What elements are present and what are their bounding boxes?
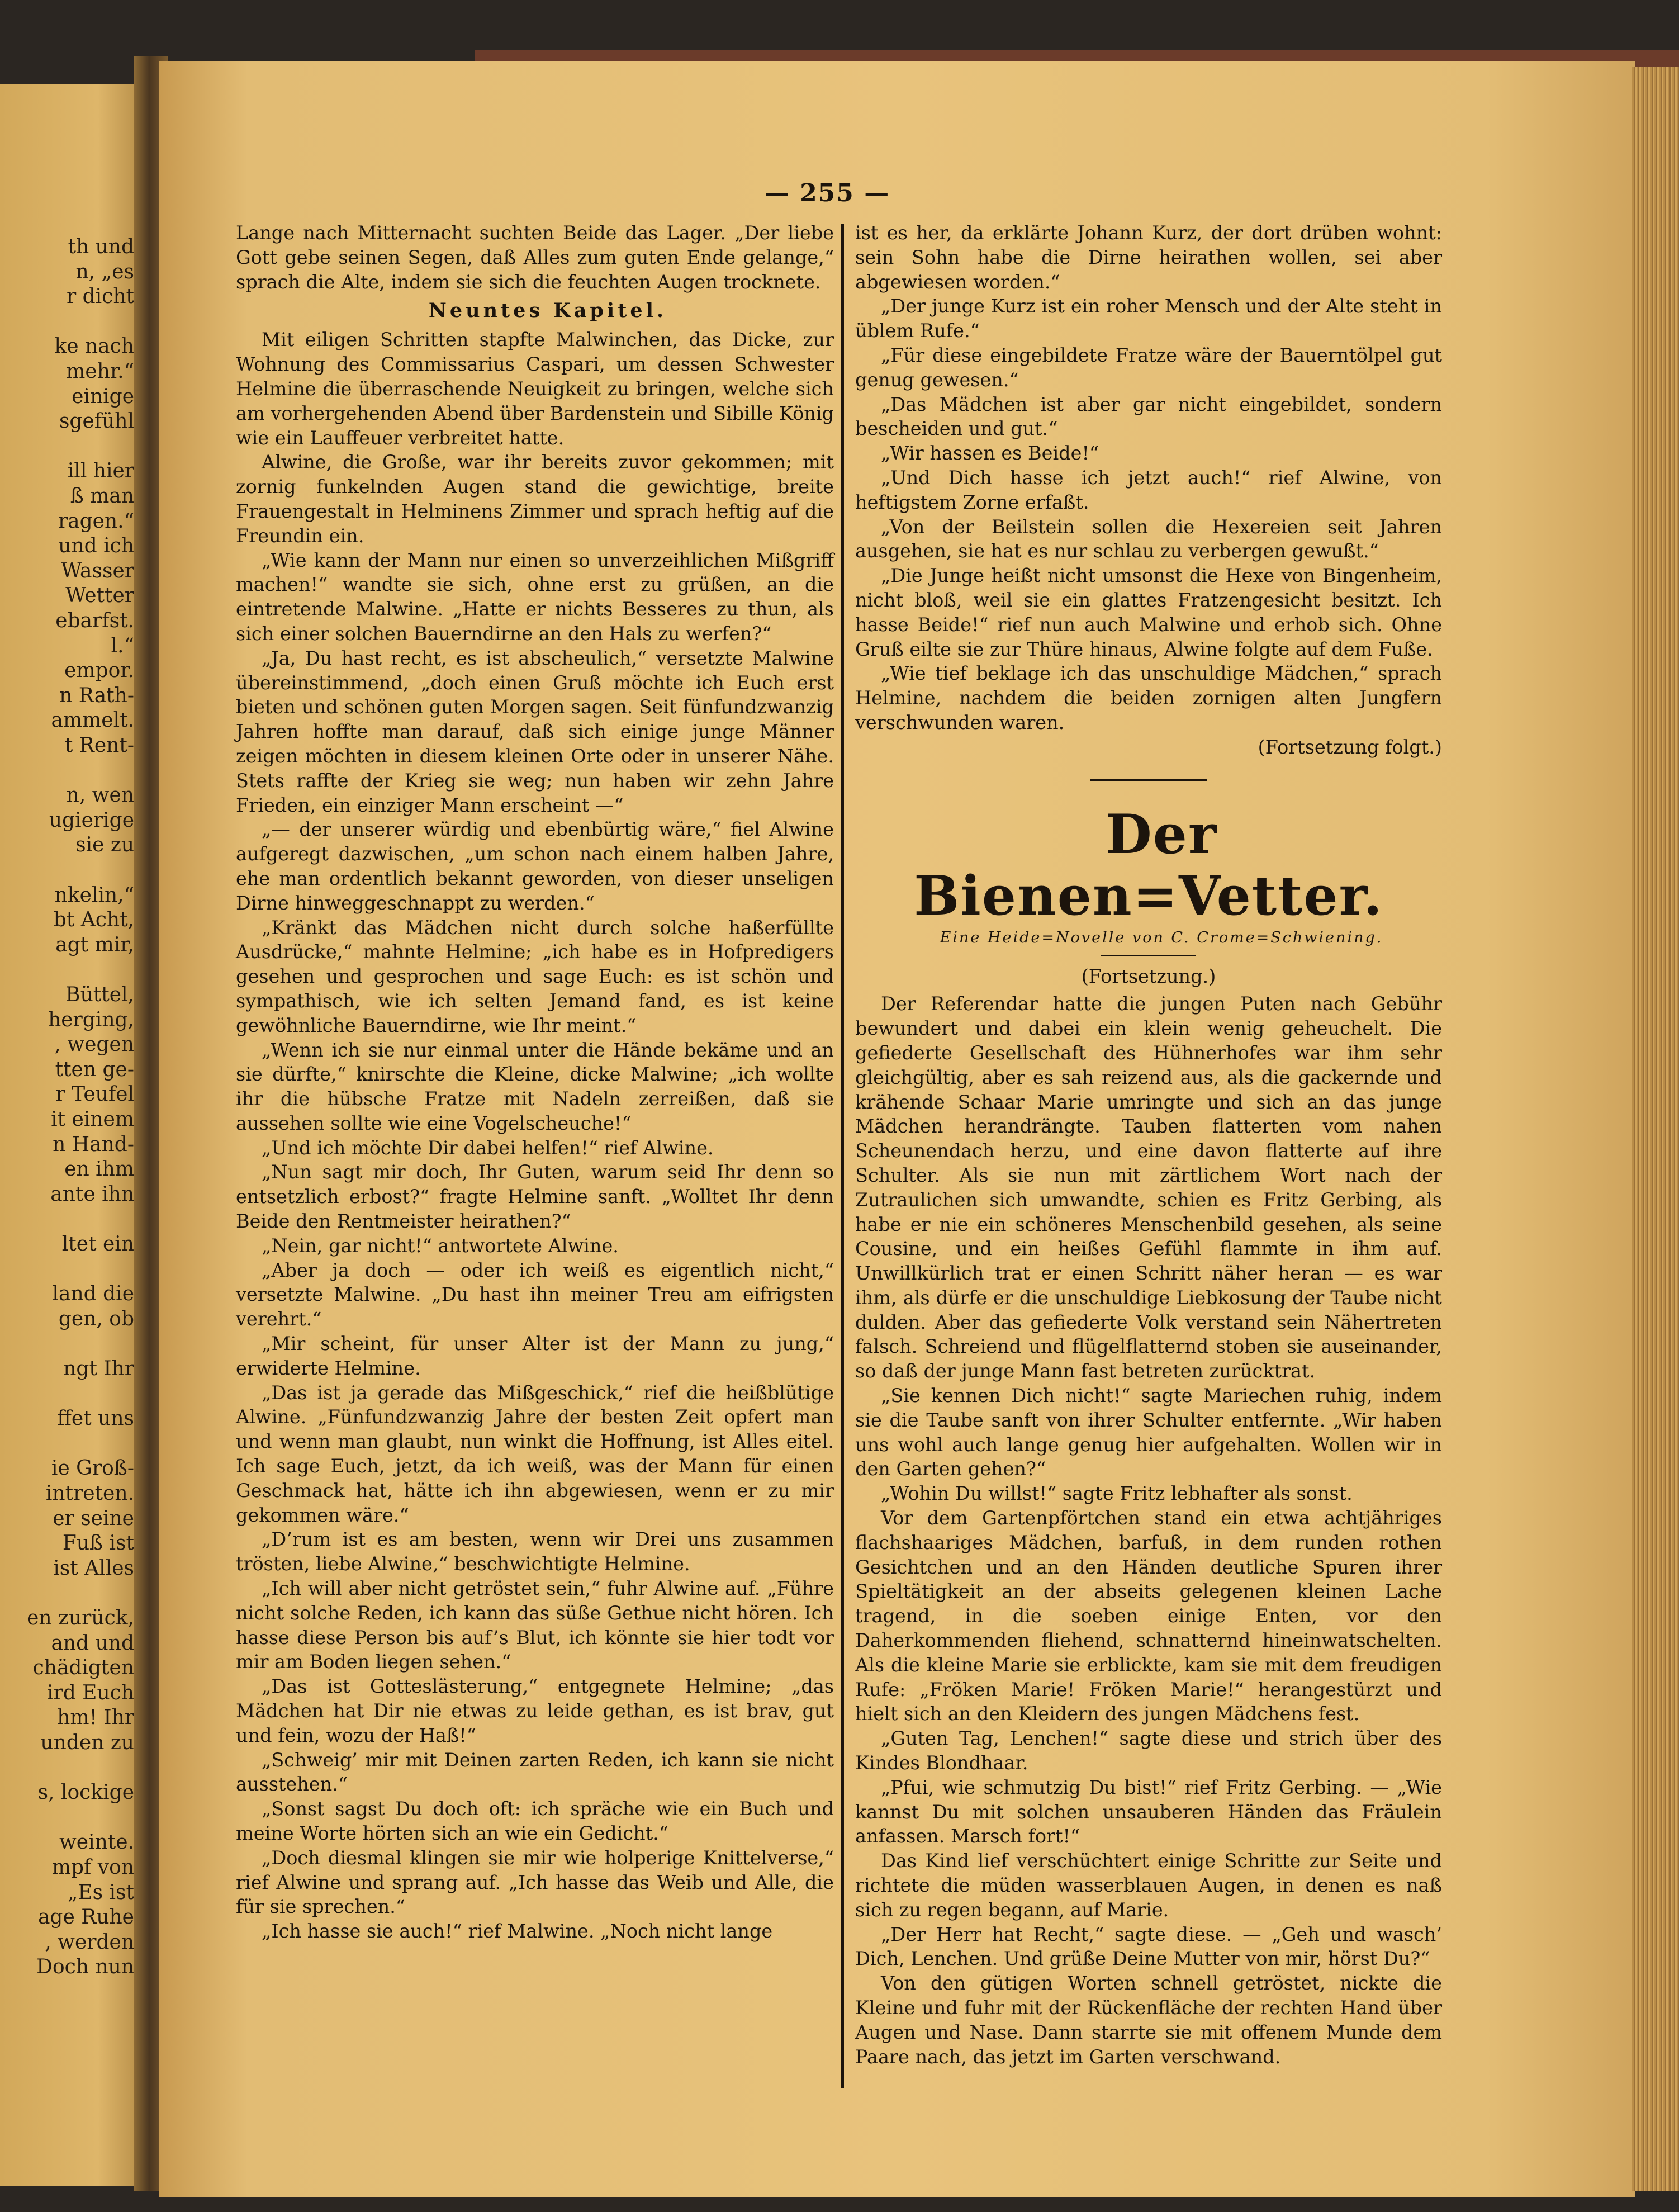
paragraph: „Ich will aber nicht getröstet sein,“ fuhr Alwine auf. „Führe nicht solche Reden, ich kann das süße Gethue nicht hören. Ich hasse diese Person bis auf’s Blut, ich könnte sie hier todt vor mir am Boden liegen sehen.“ [236,1578,834,1673]
paragraph: Der Referendar hatte die jungen Puten nach Gebühr bewundert und dabei ein klein wenig geheuchelt. Die gefiederte Gesellschaft des Hühnerhofes war ihm sehr gleichgültig, aber es sah reizend aus, als die gackernde und krähende Schaar Marie umringte und sich an das junge Mädchen herandrängte. Tauben flatterten vom nahen Scheunendach herzu, und eine davon flatterte auf ihre Schulter. Als sie nun mit zärtlichem Wort nach der Zutraulichen sich umwandte, schien es Fritz Gerbing, als habe er nie ein schöneres Menschenbild gesehen, als seine Cousine, und ein heißes Gefühl flammte in ihm auf. Unwillkürlich trat er einen Schritt näher heran — es war ihm, als dürfe er die unschuldige Liebkosung der Taube nicht dulden. Aber das gefiederte Volk verstand sein Nähertreten falsch. Schreiend und flügelflatternd stoben sie auseinander, so daß der junge Mann fast betreten zurücktrat. [855,993,1442,1382]
paragraph: „Das ist Gotteslästerung,“ entgegnete Helmine; „das Mädchen hat Dir nie etwas zu leide gethan, es ist brav, gut und fein, wozu der Haß!“ [236,1675,834,1746]
left-page-line: Wetter [65,584,134,608]
paragraph: „Mir scheint, für unser Alter ist der Mann zu jung,“ erwiderte Helmine. [236,1333,834,1379]
paragraph: „Und Dich hasse ich jetzt auch!“ rief Alwine, von heftigstem Zorne erfaßt. [855,466,1442,513]
left-page-line: n Rath- [59,684,134,707]
paragraph: „Sonst sagst Du doch oft: ich spräche wie ein Buch und meine Worte hörten sich an wie ein Gedicht.“ [236,1798,834,1844]
right-column [855,221,1442,2069]
paragraph: „Ich hasse sie auch!“ rief Malwine. „Noch nicht lange [262,1920,773,1943]
left-page-line: Büttel, [65,983,134,1006]
section-rule [1090,779,1207,781]
paragraph: „Wie kann der Mann nur einen so unverzeihlichen Mißgriff machen!“ wandte sie sich, ohne erst zu grüßen, an die eintretende Malwine. „Hatte er nichts Besseres zu thun, als sich einer solchen Bauerndirne an den Hals zu werfen?“ [236,549,834,645]
left-page-line: chädigten [32,1656,134,1680]
left-page-line: en zurück, [27,1607,134,1630]
paragraph: „— der unserer würdig und ebenbürtig wäre,“ fiel Alwine aufgeregt dazwischen, „um schon nach einem halben Jahre, ehe man ordentlich bekannt geworden, von dieser unseligen Dirne hinweggeschnappt zu werden.“ [236,818,834,914]
paragraph: „Der junge Kurz ist ein roher Mensch und der Alte steht in üblem Rufe.“ [855,295,1442,342]
left-page-line: agt mir, [55,933,134,956]
paragraph: „Ja, Du hast recht, es ist abscheulich,“ versetzte Malwine übereinstimmend, „doch einen Gruß möchte ich Euch erst bieten und schönen guten Morgen sagen. Seit fünfundzwanzig Jahren hoffte man darauf, daß sich einige junge Männer zeigen möchten in diesem kleinen Orte oder in unserer Nähe. Stets raffte der Krieg sie weg; nun haben wir zehn Jahre Frieden, ein einziger Mann erscheint —“ [236,647,834,816]
left-page-line: weinte. [59,1831,134,1854]
left-page-line: ngt Ihr [63,1357,134,1380]
paragraph: „Das Mädchen ist aber gar nicht eingebildet, sondern bescheiden und gut.“ [855,393,1442,440]
paragraph: „Doch diesmal klingen sie mir wie holperige Knittelverse,“ rief Alwine und sprang auf. „Ich hasse das Weib und Alle, die für sie sprechen.“ [236,1846,834,1918]
story-paragraphs [855,992,1442,2069]
left-page-line: „Es ist [67,1881,134,1904]
paragraph: „Nein, gar nicht!“ antwortete Alwine. [262,1234,619,1257]
paragraph: „Und ich möchte Dir dabei helfen!“ rief Alwine. [262,1136,714,1159]
left-page-line: ist Alles [53,1556,134,1580]
left-page-line: ugierige [49,808,134,832]
left-page-line: ebarfst. [55,609,134,632]
paragraph: „Wie tief beklage ich das unschuldige Mädchen,“ sprach Helmine, nachdem die beiden zornigen alten Jungfern verschwunden waren. [855,662,1442,733]
continued-label: (Fortsetzung.) [1081,965,1216,987]
paragraph: „Schweig’ mir mit Deinen zarten Reden, ich kann sie nicht ausstehen.“ [236,1749,834,1796]
left-page-line: und ich [58,534,134,558]
paragraph: „Der Herr hat Recht,“ sagte diese. — „Geh und wasch’ Dich, Lenchen. Und grüße Deine Mutter von mir, hörst Du?“ [855,1923,1442,1970]
paragraph: „Pfui, wie schmutzig Du bist!“ rief Fritz Gerbing. — „Wie kannst Du mit solchen unsauberen Händen das Fräulein anfassen. Marsch fort!“ [855,1776,1442,1848]
left-page-line: Doch nun [36,1955,134,1979]
story-title: Der Bienen=Vetter. [914,802,1383,927]
left-page-line: t Rent- [64,734,134,757]
paragraph: „Wir hassen es Beide!“ [881,442,1099,465]
left-page-line: ltet ein [61,1233,134,1256]
continuation-note-row [855,735,1442,760]
left-page-line: mehr.“ [66,360,134,383]
paragraph: „D’rum ist es am besten, wenn wir Drei uns zusammen trösten, liebe Alwine,“ beschwichtigte Helmine. [236,1528,834,1575]
left-page-line: en ihm [64,1158,134,1181]
left-page-line: th und [68,235,134,258]
left-page-line: ffet uns [57,1407,134,1431]
left-page-line: ke nach [54,335,134,358]
continuation-note: (Fortsetzung folgt.) [1258,736,1442,758]
paragraph: „Für diese eingebildete Fratze wäre der Bauerntölpel gut genug gewesen.“ [855,344,1442,391]
page-edges [1632,67,1679,2191]
story-subtitle: Eine Heide=Novelle von C. Crome=Schwiening. [940,929,1383,946]
left-page-line: s, lockige [37,1781,134,1804]
left-page-line: bt Acht, [53,908,134,932]
left-page-line: n, „es [75,260,134,283]
paragraph: „Kränkt das Mädchen nicht durch solche haßerfüllte Ausdrücke,“ mahnte Helmine; „ich habe es in Hofpredigers gesehen und gesprochen und sage Euch: es ist schön und sympathisch, wie ich selten Jemand fand, es ist keine gewöhnliche Bauerndirne, wie Ihr meint.“ [236,916,834,1036]
left-page-line: ragen.“ [58,509,134,533]
page-number: — 255 — [764,179,890,207]
left-page-line: einige [72,385,134,408]
left-page-line: tten ge- [55,1058,134,1081]
left-column [236,221,834,1944]
paragraph: „Nun sagt mir doch, Ihr Guten, warum seid Ihr denn so entsetzlich erbost?“ fragte Helmine sanft. „Wolltet Ihr denn Beide den Rentmeister heirathen?“ [236,1161,834,1233]
left-page-line: gen, ob [58,1307,134,1330]
paragraph: Von den gütigen Worten schnell getröstet, nickte die Kleine und fuhr mit der Rückenfläche der rechten Hand über Augen und Nase. Dann starrte sie mit offenem Munde dem Paare nach, das jetzt im Garten verschwand. [855,1972,1442,2068]
left-page-line: unden zu [40,1731,134,1754]
left-page-line: n Hand- [53,1133,134,1156]
left-page-line: , wegen [54,1033,134,1057]
left-page-line: and und [51,1631,134,1655]
left-page-line: r Teufel [55,1083,134,1106]
paragraph: „Wenn ich sie nur einmal unter die Hände bekäme und an sie dürfte,“ knirschte die Kleine, dicke Malwine; „ich wollte ihr die hübsche Fratze mit Nadeln zerreißen, daß sie aussehen sollte wie eine Vogelscheuche!“ [236,1039,834,1134]
paragraph: Vor dem Gartenpförtchen stand ein etwa achtjähriges flachshaariges Mädchen, barfuß, in dem runden rothen Gesichtchen und an den Händen deutliche Spuren ihrer Spieltätigkeit an der abseits gelegenen kleinen Lache tragend, in die soeben einige Enten, vor den Daherkommenden fliehend, schnatternd hineinwatschelten. Als die kleine Marie sie erblickte, kam sie mit dem freudigen Rufe: „Fröken Marie! Fröken Marie!“ herangestürzt und hielt sich an den Kleidern des jungen Mädchens fest. [855,1507,1442,1725]
subtitle-rule [1101,955,1196,956]
left-page-line: r dicht [66,285,134,309]
left-page-line: herging, [48,1008,134,1031]
chapter-heading: Neuntes Kapitel. [428,299,667,323]
paragraph: Das Kind lief verschüchtert einige Schritte zur Seite und richtete die müden wasserblauen Augen, in denen es naß sich zu regen begann, auf Marie. [855,1850,1442,1921]
left-page-line: mpf von [51,1856,134,1879]
left-page-line: l.“ [111,634,134,657]
left-page-line: ammelt. [51,709,134,732]
left-page-line: Fuß ist [62,1532,134,1555]
left-page-line: nkelin,“ [54,883,134,907]
left-page-line: Wasser [61,559,134,582]
left-page-line: ß man [70,485,134,508]
paragraph: „Aber ja doch — oder ich weiß es eigentlich nicht,“ versetzte Malwine. „Du hast ihn meiner Treu am eifrigsten verehrt.“ [236,1259,834,1330]
left-page-line: it einem [51,1108,134,1131]
left-page-line: sgefühl [59,410,134,433]
paragraph: „Die Junge heißt nicht umsonst die Hexe von Bingenheim, nicht bloß, weil sie ein glattes Fratzengesicht besitzt. Ich hasse Beide!“ rief nun auch Malwine und erhob sich. Ohne Gruß eilte sie zur Thüre hinaus, Alwine folgte auf dem Fuße. [855,565,1442,660]
paragraph: „Von der Beilstein sollen die Hexereien seit Jahren ausgehen, sie hat es nur schlau zu verbergen gewußt.“ [855,515,1442,562]
left-page-line: n, wen [66,784,134,807]
column-divider [841,224,844,2088]
paragraph: „Guten Tag, Lenchen!“ sagte diese und strich über des Kindes Blondhaar. [855,1727,1442,1774]
left-page-line: ante ihn [50,1182,134,1206]
left-page-line: ie Groß- [51,1457,134,1480]
right-column-opening: ist es her, da erklärte Johann Kurz, der dort drüben wohnt: sein Sohn habe die Dirne heirathen wollen, sei aber abgewiesen worden.“ [855,222,1442,293]
paragraph: „Das ist ja gerade das Mißgeschick,“ rief die heißblütige Alwine. „Fünfundzwanzig Jahre der besten Zeit opfert man und wenn man glaubt, nun winkt die Hoffnung, ist Alles eitel. Ich sage Euch, jetzt, da ich weiß, was der Mann für einen Geschmack hat, hätte ich ihn abgewiesen, wenn er zu mir gekommen wäre.“ [236,1381,834,1526]
paragraph: Mit eiligen Schritten stapfte Malwinchen, das Dicke, zur Wohnung des Commissarius Caspari, um dessen Schwester Helmine die überraschende Neuigkeit zu bringen, welche sich am vorhergehenden Abend über Bardenstein und Sibille König wie ein Lauffeuer verbreitet hatte. [236,329,834,449]
left-page-line: hm! Ihr [57,1706,134,1730]
left-page-line: age Ruhe [37,1906,134,1929]
left-page-line: , werden [45,1930,134,1954]
paragraph: „Wohin Du willst!“ sagte Fritz lebhafter als sonst. [881,1482,1353,1505]
left-column-paragraphs [236,328,834,1944]
left-column-opening: Lange nach Mitternacht suchten Beide das Lager. „Der liebe Gott gebe seinen Segen, daß Alles zum guten Ende gelange,“ sprach die Alte, indem sie sich die feuchten Augen trocknete. [236,222,834,293]
right-column-paragraphs [855,294,1442,735]
left-page-line: ill hier [67,460,134,483]
paragraph: Alwine, die Große, war ihr bereits zuvor gekommen; mit zornig funkelnden Augen stand die gewichtige, breite Frauengestalt in Helminens Zimmer und sprach heftig auf die Freundin ein. [236,451,834,547]
left-page-line: er seine [53,1507,134,1530]
paragraph: „Sie kennen Dich nicht!“ sagte Mariechen ruhig, indem sie die Taube sanft von ihrer Schulter entfernte. „Wir haben uns wohl auch lange genug hier aufgehalten. Wollen wir in den Garten gehen?“ [855,1385,1442,1480]
left-page-line: empor. [64,659,134,683]
left-page-line: land die [52,1282,134,1306]
left-page-line: ird Euch [46,1681,134,1704]
left-page-line: intreten. [45,1482,134,1505]
left-page-line: sie zu [75,833,134,857]
